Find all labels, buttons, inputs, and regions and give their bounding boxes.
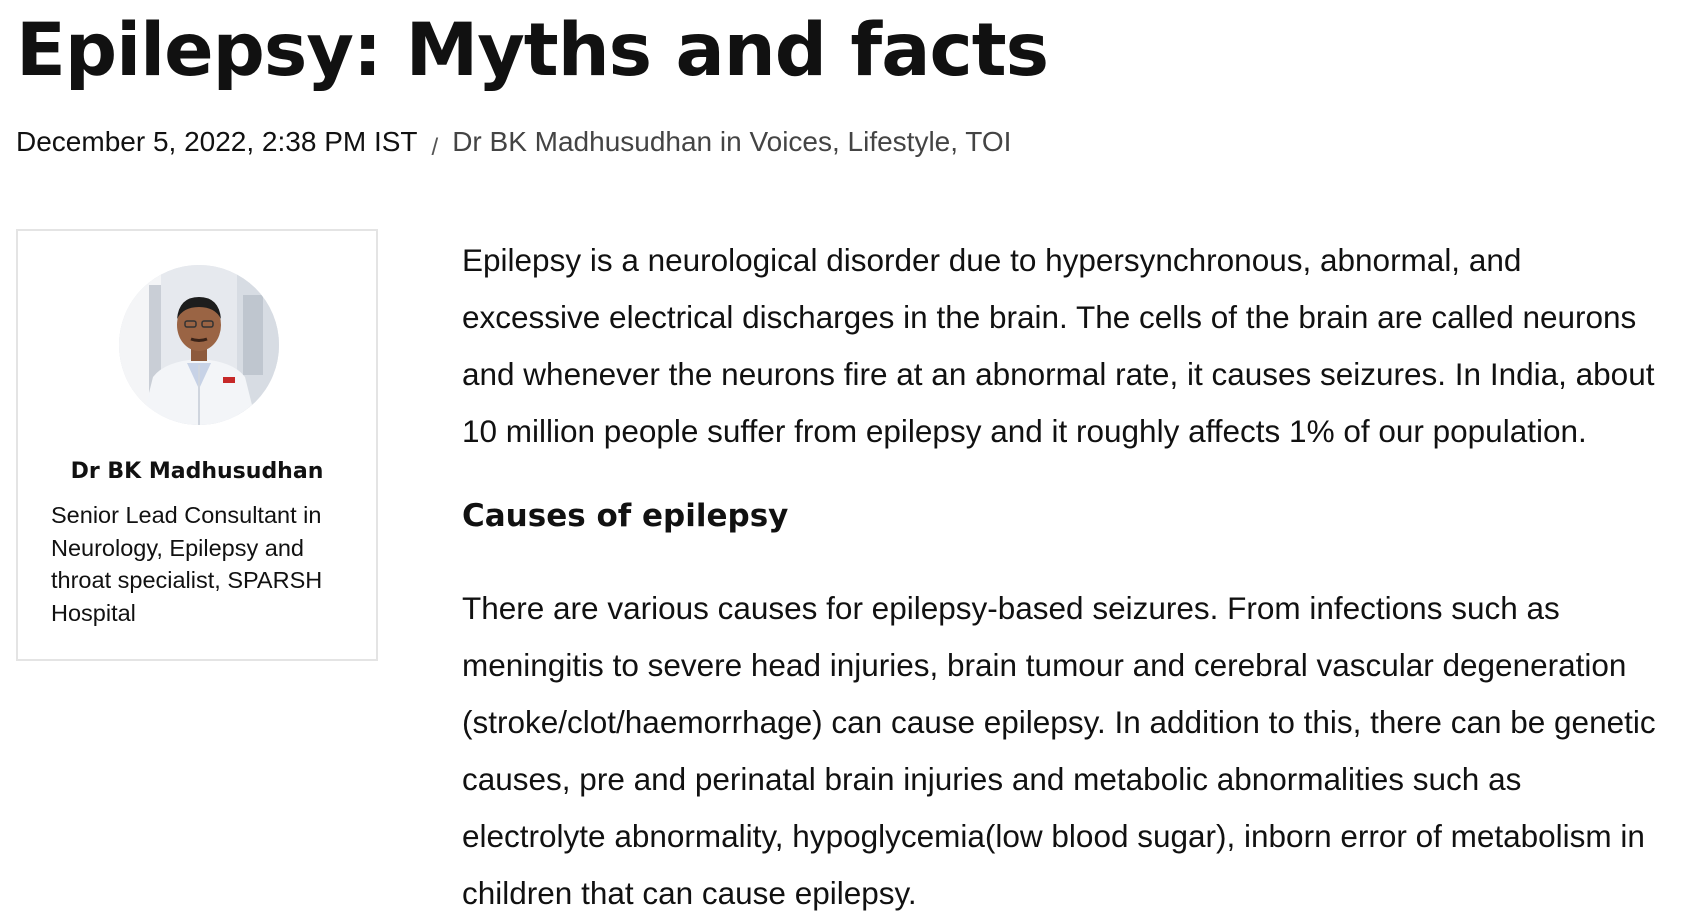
text-line: causes, pre and perinatal brain injuries and metabolic abnormalities such as (462, 761, 1522, 797)
article-title: Epilepsy: Myths and facts (16, 8, 1049, 93)
intro-paragraph (462, 232, 1667, 460)
publish-date: December 5, 2022, 2:38 PM IST (16, 126, 418, 157)
text-line: children that can cause epilepsy. (462, 875, 917, 911)
author-avatar (119, 265, 279, 425)
text-line: There are various causes for epilepsy-based seizures. From infections such as (462, 590, 1560, 626)
text-line: 10 million people suffer from epilepsy and it roughly affects 1% of our population. (462, 413, 1587, 449)
meta-separator: / (431, 134, 439, 161)
author-card (16, 229, 378, 661)
article-meta (16, 124, 1011, 162)
text-line: Epilepsy is a neurological disorder due to hypersynchronous, abnormal, and (462, 242, 1522, 278)
author-description: Senior Lead Consultant in Neurology, Epilepsy and throat specialist, SPARSH Hospital (51, 502, 323, 626)
causes-paragraph (462, 580, 1667, 922)
text-line: excessive electrical discharges in the brain. The cells of the brain are called neurons (462, 299, 1637, 335)
text-line: and whenever the neurons fire at an abnormal rate, it causes seizures. In India, about (462, 356, 1655, 392)
causes-heading: Causes of epilepsy (462, 498, 789, 534)
byline[interactable] (452, 126, 1011, 157)
text-line: (stroke/clot/haemorrhage) can cause epilepsy. In addition to this, there can be genetic (462, 704, 1656, 740)
byline-link[interactable]: Dr BK Madhusudhan in Voices, Lifestyle, TOI (452, 126, 1012, 157)
text-line: electrolyte abnormality, hypoglycemia(low blood sugar), inborn error of metabolism in (462, 818, 1645, 854)
text-line: meningitis to severe head injuries, brain tumour and cerebral vascular degeneration (462, 647, 1627, 683)
author-name[interactable]: Dr BK Madhusudhan (70, 459, 324, 484)
